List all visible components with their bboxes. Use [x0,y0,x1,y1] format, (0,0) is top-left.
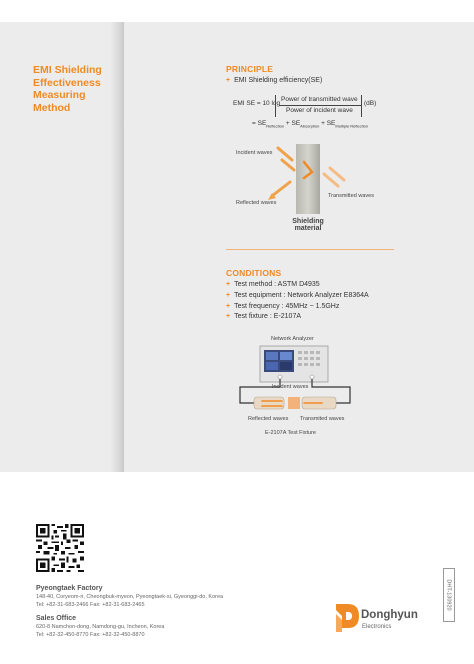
formula-numerator: Power of transmitted wave [281,96,358,103]
principle-heading: PRINCIPLE [226,64,274,74]
condition-item: + Test equipment : Network Analyzer E8364A [226,292,369,299]
reflected-arrow-icon [272,182,290,196]
formula-denominator: Power of incident wave [286,107,353,114]
principle-bullet-text: EMI Shielding efficiency(SE) [234,77,323,84]
factory-phone: Tel: +82-31-683-2466 Fax: +82-31-683-2465 [36,602,145,608]
transmitted-arrows-icon [324,168,344,186]
office-title: Sales Office [36,615,77,622]
abs-bar-right [361,95,362,117]
office-phone: Tel: +82-32-450-8770 Fax: +82-32-450-8870 [36,632,145,638]
section-divider [226,249,394,250]
transmitted-waves-label: Transmited waves [300,416,345,422]
plus-icon: + [226,303,231,310]
plus-icon: + [226,292,231,299]
reflected-waves-label: Reflected waves [248,416,289,422]
condition-item: + Test method : ASTM D4935 [226,281,320,288]
brand-subtitle: Electronics [362,624,392,630]
incident-arrows-icon [278,148,294,170]
donghyun-logo-icon [333,602,361,634]
title-line: Effectiveness [33,76,101,89]
incident-waves-label: Incident waves [272,384,309,390]
shielding-material-label: Shielding material [292,218,324,232]
title-line: Method [33,101,71,114]
fixture-left [254,397,284,409]
plus-icon: + [226,77,231,84]
formula-lhs: EMI SE = 10 log [233,100,281,107]
condition-item: + Test fixture : E-2107A [226,313,302,320]
fraction-line [279,105,361,106]
incident-waves-label: Incident waves [236,150,273,156]
principle-bullet [226,77,322,84]
title-line: EMI Shielding [33,64,102,76]
office-address: 620-8 Namchon-dong, Namdong-gu, Incheon, Korea [36,624,165,630]
brand-name: Donghyun [361,609,418,621]
factory-address: 148-40, Coryeom-ri, Cheongbuk-myeon, Pyeongtaek-si, Gyeonggi-do, Korea [36,594,224,600]
section-title [33,64,118,114]
condition-item: + Test frequency : 45MHz ~ 1.5GHz [226,303,340,310]
formula-unit: (dB) [364,100,377,107]
abs-bar-left [275,95,276,117]
factory-title: Pyeongtaek Factory [36,585,103,592]
fixture-sample [288,397,300,409]
network-analyzer-label: Network Analyzer [271,336,314,342]
document-code: DHT-130920 [443,568,455,622]
shielding-slab [296,144,320,214]
title-line: Measuring [33,89,86,101]
transmitted-waves-label: Transmitted waves [328,193,374,199]
formula-se-sum: = $SE_{Reflection} + SE_{Absorption} + SE_{Multiple Reflection}$ [252,120,369,129]
reflected-waves-label: Reflected waves [236,200,277,206]
test-fixture-label: E-2107A Test Fixture [265,430,316,436]
plus-icon: + [226,281,231,288]
qr-code-icon[interactable] [36,524,84,572]
plus-icon: + [226,313,231,320]
conditions-heading: CONDITIONS [226,268,282,278]
